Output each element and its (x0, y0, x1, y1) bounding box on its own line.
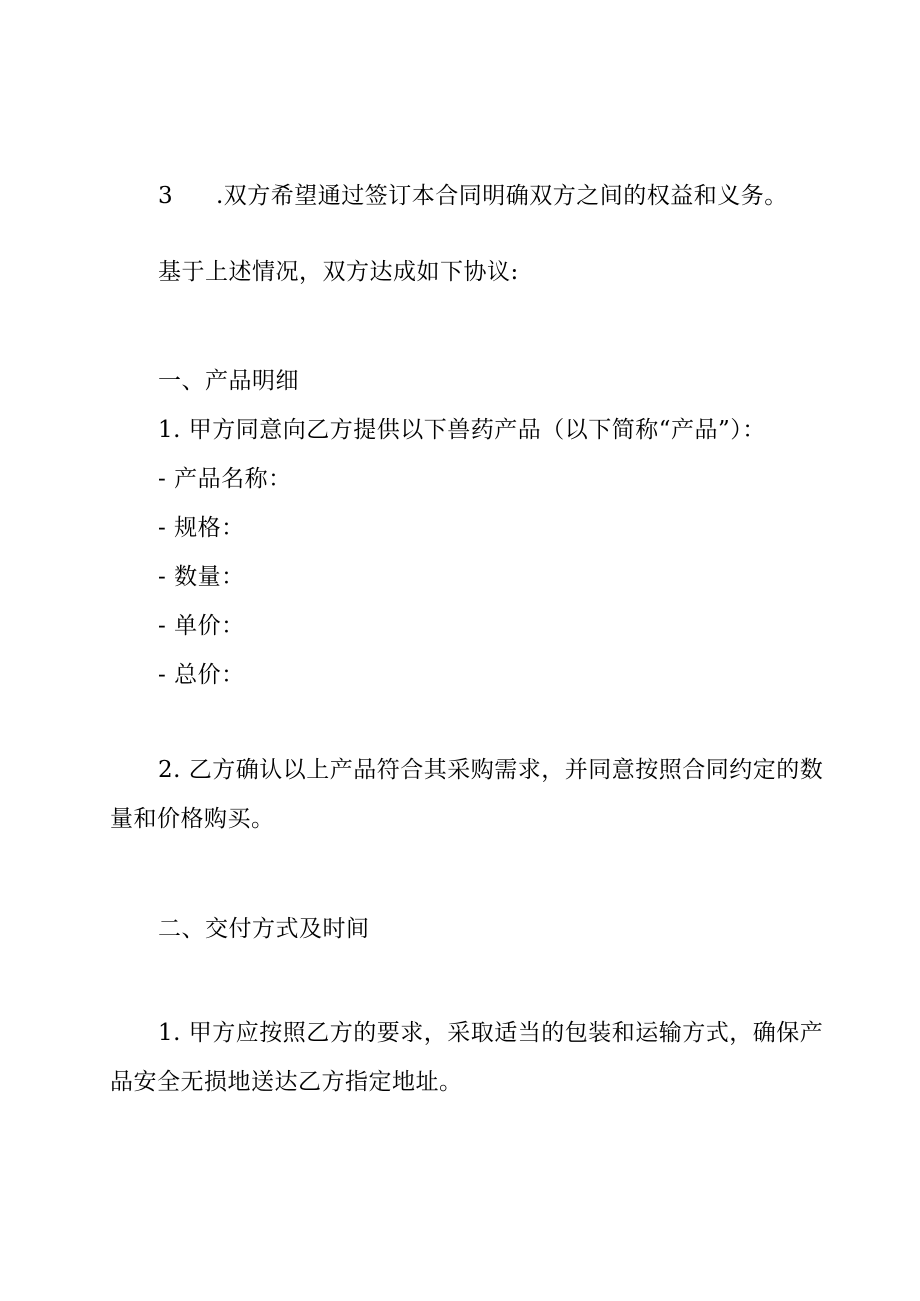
section-1-item-1: 1. 甲方同意向乙方提供以下兽药产品（以下简称“产品”）： (158, 417, 766, 443)
intro-item-3-text: .双方希望通过签订本合同明确双方之间的权益和义务。 (216, 183, 788, 209)
field-product-name: - 产品名称： (158, 466, 292, 492)
section-1-item-2-line-1: 2. 乙方确认以上产品符合其采购需求，并同意按照合同约定的数 (158, 757, 824, 783)
section-1-heading: 一、产品明细 (158, 368, 299, 394)
intro-item-3-number: 3 (158, 183, 174, 209)
section-1-item-2-line-2: 量和价格购买。 (110, 806, 275, 832)
field-total-price: - 总价： (158, 662, 245, 688)
section-2-item-1-line-1: 1. 甲方应按照乙方的要求，采取适当的包装和运输方式，确保产 (158, 1020, 824, 1046)
agreement-intro: 基于上述情况，双方达成如下协议: (158, 259, 519, 285)
intro-item-3 (158, 181, 788, 211)
field-quantity: - 数量： (158, 564, 245, 590)
section-2-heading: 二、交付方式及时间 (158, 916, 370, 942)
field-unit-price: - 单价： (158, 613, 245, 639)
section-2-item-1-line-2: 品安全无损地送达乙方指定地址。 (110, 1069, 463, 1095)
field-spec: - 规格： (158, 515, 245, 541)
